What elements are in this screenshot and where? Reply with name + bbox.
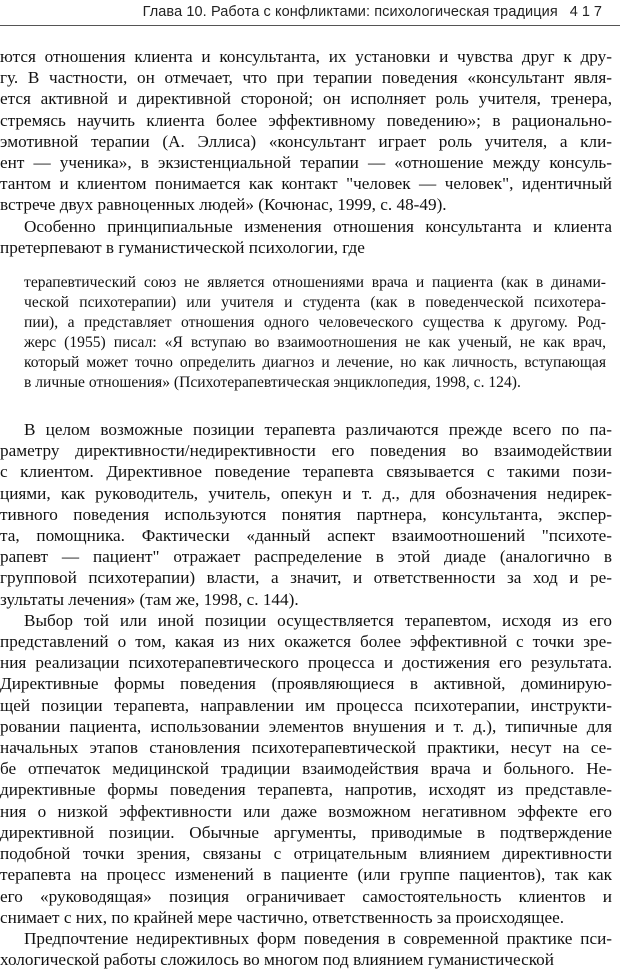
text-line: пии), а представляет отношения одного человеческого существа к другому. Род-: [24, 314, 606, 332]
text-line: Предпочтение недирективных форм поведения в современной практике пси-: [24, 928, 612, 948]
text-line: Особенно принципиальные изменения отношения консультанта и клиента: [24, 216, 612, 236]
text-line: директивной позиции. Обычные аргументы, приводимые в подтверждение: [0, 822, 612, 842]
block-quote: [0, 273, 612, 393]
page-number: 417: [569, 4, 606, 20]
header-rule: [0, 25, 620, 26]
text-line: бе отпечаток медицинской традиции взаимодействия врача и больного. Не-: [0, 759, 612, 779]
text-line: зультаты лечения» (там же, 1998, с. 144).: [0, 589, 299, 609]
chapter-title: Глава 10. Работа с конфликтами: психологическая традиция: [142, 4, 558, 20]
text-line: встрече двух равноценных людей» (Кочюнас, 1999, с. 48-49).: [0, 195, 447, 215]
text-line: ровании пациента, использовании элементов внушения и т. д.), типичные для: [0, 716, 612, 736]
paragraph: [0, 216, 612, 258]
text-line: ент — ученика», в экзистенциальной терапии — «отношение между консуль-: [0, 153, 612, 173]
paragraph: [0, 419, 612, 610]
text-line: Директивные формы поведения (проявляющиеся в активной, доминирую-: [0, 674, 612, 694]
paragraph: [0, 928, 612, 970]
text-line: начальных этапов становления психотерапевтической практики, несут на се-: [0, 738, 612, 758]
text-line: раметру директивности/недирективности его поведения во взаимодействии: [0, 441, 612, 461]
text-line: с клиентом. Директивное поведение терапевта связывается с такими пози-: [0, 462, 612, 482]
text-line: та, помощника. Фактически «данный аспект взаимоотношений "психоте-: [0, 526, 612, 546]
text-line: ческой психотерапии) или учителя и студента (как в поведенческой психотера-: [24, 294, 606, 312]
text-line: эмотивной терапии (А. Эллиса) «консультант играет роль учителя, а кли-: [0, 131, 612, 151]
text-line: тивного поведения используются понятия партнера, консультанта, экспер-: [0, 504, 612, 524]
text-line: подобной точки зрения, связаны с отрицательным влиянием директивности: [0, 844, 612, 864]
running-header: [0, 4, 606, 20]
text-line: который может точно определить диагноз и лечение, но как личность, вступающая: [24, 354, 606, 372]
text-line: терапевтический союз не является отношениями врача и пациента (как в динами-: [24, 274, 606, 292]
text-line: щей позиции терапевта, направлении им процесса психотерапии, инструкти-: [0, 695, 612, 715]
body-text: [0, 46, 612, 970]
text-line: В целом возможные позиции терапевта различаются прежде всего по па-: [24, 420, 612, 440]
text-line: ния реализации психотерапевтического процесса и достижения его результата.: [0, 653, 612, 673]
paragraph: [0, 610, 612, 928]
text-line: жерс (1955) писал: «Я вступаю во взаимоотношения не как ученый, не как врач,: [24, 334, 606, 352]
paragraph: [0, 46, 612, 216]
text-line: представлений о том, какая из них окажется более эффективной с точки зре-: [0, 632, 612, 652]
text-line: Выбор той или иной позиции осуществляется терапевтом, исходя из его: [24, 610, 612, 630]
text-line: хологической работы сложилось во многом под влиянием гуманистической: [0, 950, 554, 970]
text-line: ются отношения клиента и консультанта, их установки и чувства друг к дру-: [0, 47, 612, 66]
text-line: циями, как руководитель, учитель, опекун и т. д., для обозначения недирек-: [0, 483, 612, 503]
text-line: директивные формы поведения терапевта, напротив, исходят из представле-: [0, 780, 612, 800]
text-line: гу. В частности, он отмечает, что при терапии поведения «консультант явля-: [0, 68, 612, 88]
text-line: рапевт — пациент" отражает распределение в этой диаде (аналогично в: [0, 547, 612, 567]
text-line: терапевта на процесс изменений в пациенте (или группе пациентов), так как: [0, 865, 612, 885]
text-line: ния о низкой эффективности или даже возможном негативном эффекте его: [0, 801, 612, 821]
text-line: в личные отношения» (Психотерапевтическая энциклопедия, 1998, с. 124).: [24, 374, 521, 392]
text-line: тантом и клиентом понимается как контакт "человек — человек", идентичный: [0, 174, 612, 194]
text-line: ется активной и директивной стороной; он исполняет роль учителя, тренера,: [0, 89, 612, 109]
text-line: претерпевают в гуманистической психологии, где: [0, 237, 365, 257]
text-line: его «руководящая» позиция ограничивает самостоятельность клиентов и: [0, 886, 612, 906]
text-line: снимает с них, по крайней мере частично, ответственность за происходящее.: [0, 907, 565, 927]
text-line: групповой психотерапии) власти, а значит, и ответственности за ход и ре-: [0, 568, 612, 588]
text-line: стремясь научить клиента более эффективному поведению»; в рационально-: [0, 110, 612, 130]
